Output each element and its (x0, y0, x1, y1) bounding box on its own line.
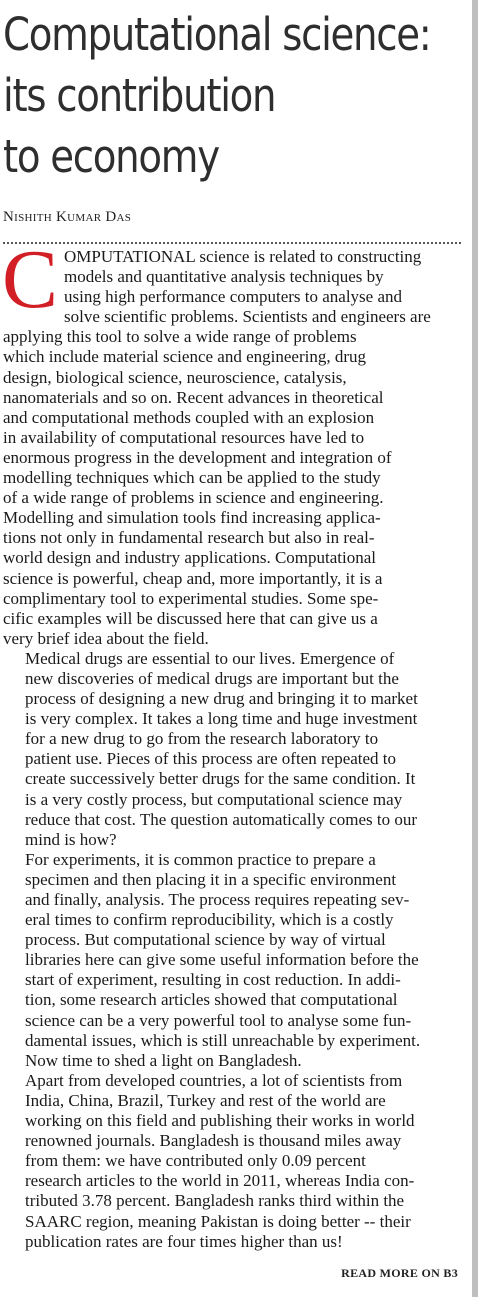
article-line: and computational methods coupled with an explosion (3, 407, 375, 427)
article-body (2, 233, 463, 1252)
article-line: create successively better drugs for the same condition. It (25, 769, 416, 789)
article-line: modelling techniques which can be applied to the study (3, 468, 381, 488)
article-line: Medical drugs are essential to our lives. Emergence of (25, 648, 395, 668)
article-line: science is powerful, cheap and, more importantly, it is a (3, 568, 383, 588)
article-line: science can be a very powerful tool to analyse some fun- (25, 1010, 412, 1030)
article-line: which include material science and engineering, drug (3, 347, 366, 367)
article-line: nanomaterials and so on. Recent advances in theoretical (3, 387, 384, 407)
article-line: Apart from developed countries, a lot of scientists from (25, 1070, 403, 1090)
article-line: of a wide range of problems in science and engineering. (3, 488, 384, 508)
paragraph-1 (2, 233, 463, 649)
headline (3, 4, 431, 187)
headline-line-2: its contribution (3, 69, 276, 122)
article-line: new discoveries of medical drugs are important but the (25, 668, 399, 688)
article-line: Now time to shed a light on Bangladesh. (25, 1050, 302, 1070)
article-line: in availability of computational resources have led to (3, 427, 365, 447)
article-line: is a very costly process, but computational science may (25, 789, 403, 809)
article-line: renowned journals. Bangladesh is thousand miles away (25, 1131, 402, 1151)
article-line: is very complex. It takes a long time and huge investment (25, 709, 418, 729)
article-line: Modelling and simulation tools find increasing applica- (3, 508, 381, 528)
article-line: SAARC region, meaning Pakistan is doing better -- their (25, 1211, 411, 1231)
article-line: very brief idea about the field. (3, 628, 209, 648)
article-line: tion, some research articles showed that computational (25, 990, 398, 1010)
column-divider (472, 0, 478, 1297)
article-line: and finally, analysis. The process requires repeating sev- (25, 890, 410, 909)
article-line: applying this tool to solve a wide range of problems (3, 327, 357, 347)
article-line: tributed 3.78 percent. Bangladesh ranks third within the (25, 1191, 405, 1211)
article-line: India, China, Brazil, Turkey and rest of the world are (25, 1090, 386, 1110)
article-line: libraries here can give some useful information before the (25, 950, 419, 970)
article-line: solve scientific problems. Scientists and engineers are (64, 307, 431, 327)
dotted-separator (3, 242, 461, 244)
headline-line-3: to economy (3, 130, 219, 183)
article-line: patient use. Pieces of this process are often repeated to (25, 749, 397, 769)
article-line: specimen and then placing it in a specific environment (25, 869, 397, 889)
article-line: damental issues, which is still unreachable by experiment. (25, 1030, 421, 1050)
article-line: process. But computational science by way of virtual (25, 930, 386, 950)
article-line: world design and industry applications. Computational (3, 548, 377, 568)
drop-cap: C (2, 233, 59, 326)
article-line: using high performance computers to analyse and (64, 287, 403, 307)
article-line: reduce that cost. The question automatically comes to our (25, 809, 417, 829)
article-line: cific examples will be discussed here that can give us a (3, 608, 378, 628)
headline-line-1: Computational science: (3, 8, 431, 61)
article-line: mind is how? (25, 829, 117, 849)
article-line: working on this field and publishing their works in world (25, 1111, 415, 1131)
paragraph-4 (3, 1071, 463, 1252)
article-line: for a new drug to go from the research laboratory to (25, 729, 379, 749)
article-line: enormous progress in the development and integration of (3, 447, 392, 467)
article-line: OMPUTATIONAL science is related to constructing (64, 247, 422, 266)
article-line: process of designing a new drug and bringing it to market (25, 689, 418, 709)
article-line: eral times to confirm reproducibility, which is a costly (25, 910, 394, 930)
paragraph-2 (3, 649, 463, 850)
article-line: For experiments, it is common practice to prepare a (25, 849, 376, 869)
article-line: design, biological science, neuroscience, catalysis, (3, 367, 347, 387)
author-byline: Nishith Kumar Das (3, 209, 132, 225)
article-line: start of experiment, resulting in cost reduction. In addi- (25, 970, 401, 990)
article-line: from them: we have contributed only 0.09 percent (25, 1151, 366, 1171)
article-line: models and quantitative analysis techniques by (64, 267, 384, 287)
paragraph-3 (3, 850, 463, 1071)
article-line: research articles to the world in 2011, whereas India con- (25, 1171, 415, 1191)
article-line: tions not only in fundamental research but also in real- (3, 528, 375, 548)
article-line: complimentary tool to experimental studies. Some spe- (3, 588, 379, 608)
article-line: publication rates are four times higher than us! (25, 1231, 343, 1251)
read-more-link[interactable]: READ MORE ON B3 (341, 1266, 458, 1280)
